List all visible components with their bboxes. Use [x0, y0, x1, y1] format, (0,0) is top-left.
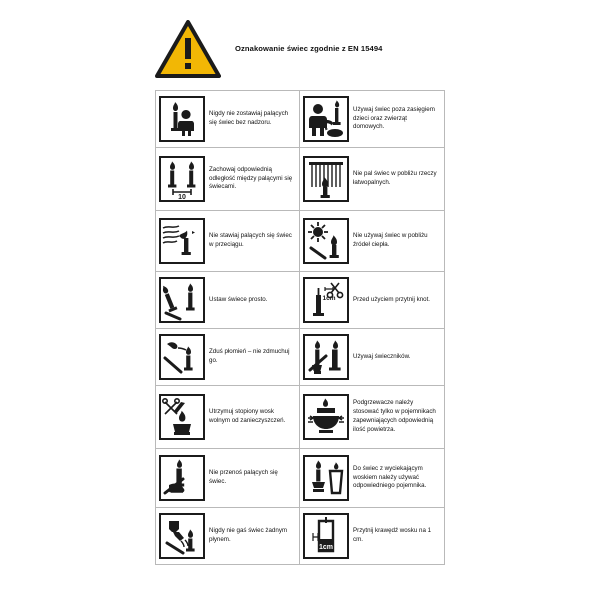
snuff-not-blow-icon: [159, 334, 205, 380]
cell-container-candle: [300, 449, 444, 507]
row-text: Używaj świeczników.: [353, 352, 411, 360]
cell-candle-unattended: [156, 91, 300, 147]
cell-candle-draught: [156, 211, 300, 271]
cell-snuff-not-blow: [156, 329, 300, 385]
row-text: Zachowaj odpowiednią odległość między palącymi się świecami.: [209, 165, 293, 191]
cell-no-liquid-extinguish: [156, 508, 300, 564]
table-row: [156, 91, 444, 148]
candle-holder-icon: [303, 334, 349, 380]
trim-wax-edge-1cm-icon: [303, 513, 349, 559]
tealight-holder-airflow-icon: [303, 394, 349, 440]
trim-wick-scissors-1cm-icon: [303, 277, 349, 323]
table-row: [156, 148, 444, 211]
cell-candle-heat-source: [300, 211, 444, 271]
pictogram-table: [155, 90, 445, 565]
svg-text:10: 10: [178, 194, 186, 201]
page-title: Oznakowanie świec zgodnie z EN 15494: [235, 44, 383, 54]
row-text: Nie przenoś palących się świec.: [209, 469, 278, 485]
row-text: Zduś płomień – nie zdmuchuj go.: [209, 348, 290, 364]
cell-candle-near-flammable: [300, 148, 444, 210]
cell-candle-upright: [156, 272, 300, 328]
row-text: Nie stawiaj palących się świec w przeciągu.: [209, 232, 292, 248]
table-row: [156, 329, 444, 386]
row-text: Nie używaj świec w pobliżu źródeł ciepła.: [353, 232, 428, 248]
wax-free-of-debris-icon: [159, 394, 205, 440]
one-cm-label: 1cm: [318, 544, 334, 551]
cell-tealight-airflow: [300, 386, 444, 448]
cell-wax-free-of-debris: [156, 386, 300, 448]
header: [155, 14, 455, 84]
table-row: [156, 386, 444, 449]
child-pet-reach-icon: [303, 96, 349, 142]
table-row: [156, 272, 444, 329]
one-cm-label: 1cm: [322, 295, 336, 302]
candle-near-flammable-icon: [303, 156, 349, 202]
candle-unattended-icon: [159, 96, 205, 142]
cell-trim-wick: [300, 272, 444, 328]
row-text: Do świec z wyciekającym woskiem należy używać odpowiedniego pojemnika.: [353, 464, 427, 490]
cell-candle-spacing: [156, 148, 300, 210]
row-text: Przytnij krawędź wosku na 1 cm.: [353, 527, 432, 543]
candle-draught-icon: [159, 218, 205, 264]
row-text: Utrzymuj stopiony wosk wolnym od zanieczyszczeń.: [209, 408, 286, 424]
cell-trim-wax-edge: [300, 508, 444, 564]
row-text: Nigdy nie gaś świec żadnym płynem.: [209, 527, 288, 543]
container-candle-icon: [303, 455, 349, 501]
table-row: [156, 211, 444, 272]
row-text: Podgrzewacze należy stosować tylko w pojemnikach zapewniających odpowiednią ilość powietrza.: [353, 399, 436, 433]
candle-upright-icon: [159, 277, 205, 323]
cell-do-not-move-candle: [156, 449, 300, 507]
table-row: [156, 508, 444, 565]
row-text: Używaj świec poza zasięgiem dzieci oraz zwierząt domowych.: [353, 105, 435, 131]
cell-child-pet-reach: [300, 91, 444, 147]
row-text: Nigdy nie zostawiaj palących się świec bez nadzoru.: [209, 110, 289, 126]
warning-triangle-exclamation-icon: [155, 20, 221, 78]
row-text: Ustaw świece prosto.: [209, 295, 268, 303]
row-text: Przed użyciem przytnij knot.: [353, 295, 431, 303]
table-row: [156, 449, 444, 508]
cell-candle-holder: [300, 329, 444, 385]
do-not-extinguish-with-liquid-icon: [159, 513, 205, 559]
do-not-move-burning-candle-icon: [159, 455, 205, 501]
candle-spacing-10cm-icon: [159, 156, 205, 202]
candle-heat-source-icon: [303, 218, 349, 264]
row-text: Nie pal świec w pobliżu rzeczy łatwopalnych.: [353, 170, 437, 186]
